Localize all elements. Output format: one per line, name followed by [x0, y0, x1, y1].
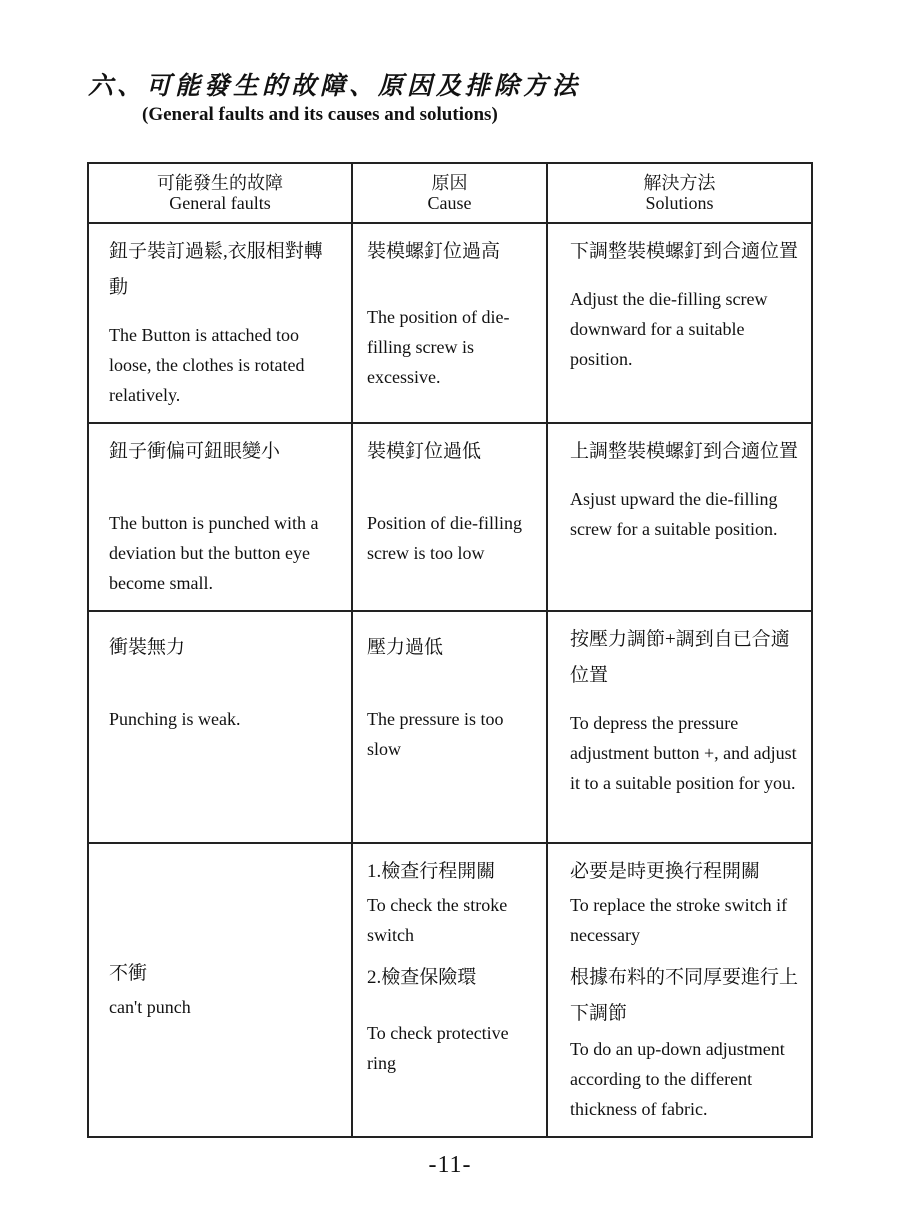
table-header-row: [88, 163, 812, 223]
solution-cell: [547, 611, 812, 843]
solution-cell: [547, 223, 812, 423]
column-header-en: General faults: [169, 193, 271, 213]
fault-zh: 衝裝無力: [109, 637, 186, 658]
fault-en: The button is punched with a deviation but the button eye become small.: [109, 513, 319, 593]
fault-zh: 鈕子衝偏可鈕眼變小: [109, 441, 281, 462]
solution-zh: 按壓力調節+調到自已合適位置: [570, 629, 790, 686]
section-title: 六、可能發生的故障、原因及排除方法: [88, 71, 582, 100]
column-header-zh: 原因: [431, 173, 468, 193]
cause-cell: [352, 843, 547, 1137]
cause-zh: 裝模螺釘位過高: [367, 241, 501, 262]
page-number: -11-: [428, 1152, 472, 1178]
solution-zh: 上調整裝模螺釘到合適位置: [570, 441, 799, 462]
column-header-cause: [352, 163, 547, 223]
solution-en: To do an up-down adjustment according to the different thickness of fabric.: [570, 1039, 785, 1119]
table-row: [88, 843, 812, 1137]
cause-zh: 1.檢查行程開關: [367, 861, 496, 882]
fault-en: can't punch: [109, 997, 191, 1017]
table-row: [88, 423, 812, 611]
column-header-faults: [88, 163, 352, 223]
solution-cell: [547, 843, 812, 1137]
fault-en: The Button is attached too loose, the clothes is rotated relatively.: [109, 325, 305, 405]
cause-en: Position of die-filling screw is too low: [367, 513, 522, 563]
fault-cell: [88, 423, 352, 611]
table-row: [88, 611, 812, 843]
solution-en: Asjust upward the die-filling screw for a suitable position.: [570, 489, 778, 539]
column-header-zh: 可能發生的故障: [157, 173, 283, 193]
solution-en: To replace the stroke switch if necessary: [570, 895, 788, 945]
fault-cell: [88, 223, 352, 423]
fault-en: Punching is weak.: [109, 709, 241, 729]
solution-zh: 根據布料的不同厚要進行上下調節: [570, 967, 799, 1024]
cause-zh: 2.檢查保險環: [367, 967, 477, 988]
cause-cell: [352, 611, 547, 843]
cause-zh: 裝模釘位過低: [367, 441, 482, 462]
fault-zh: 不衝: [109, 963, 148, 984]
column-header-zh: 解決方法: [643, 173, 716, 193]
faults-table: [87, 162, 813, 1138]
solution-cell: [547, 423, 812, 611]
column-header-solutions: [547, 163, 812, 223]
solution-zh: 必要是時更換行程開關: [570, 861, 761, 882]
fault-cell: [88, 843, 352, 1137]
table-row: [88, 223, 812, 423]
column-header-en: Cause: [427, 193, 472, 213]
column-header-en: Solutions: [645, 193, 714, 213]
fault-zh: 鈕子裝訂過鬆,衣服相對轉動: [109, 241, 323, 298]
cause-en: To check protective ring: [367, 1023, 509, 1073]
fault-cell: [88, 611, 352, 843]
cause-zh: 壓力過低: [367, 637, 444, 658]
cause-cell: [352, 223, 547, 423]
solution-zh: 下調整裝模螺釘到合適位置: [570, 241, 799, 262]
section-subtitle: (General faults and its causes and solutions): [142, 104, 498, 125]
solution-en: Adjust the die-filling screw downward for a suitable position.: [570, 289, 768, 369]
cause-en: The position of die-filling screw is excessive.: [367, 307, 510, 387]
cause-en: The pressure is too slow: [367, 709, 504, 759]
solution-en: To depress the pressure adjustment button +, and adjust it to a suitable position for you.: [570, 713, 797, 793]
cause-en: To check the stroke switch: [367, 895, 508, 945]
cause-cell: [352, 423, 547, 611]
